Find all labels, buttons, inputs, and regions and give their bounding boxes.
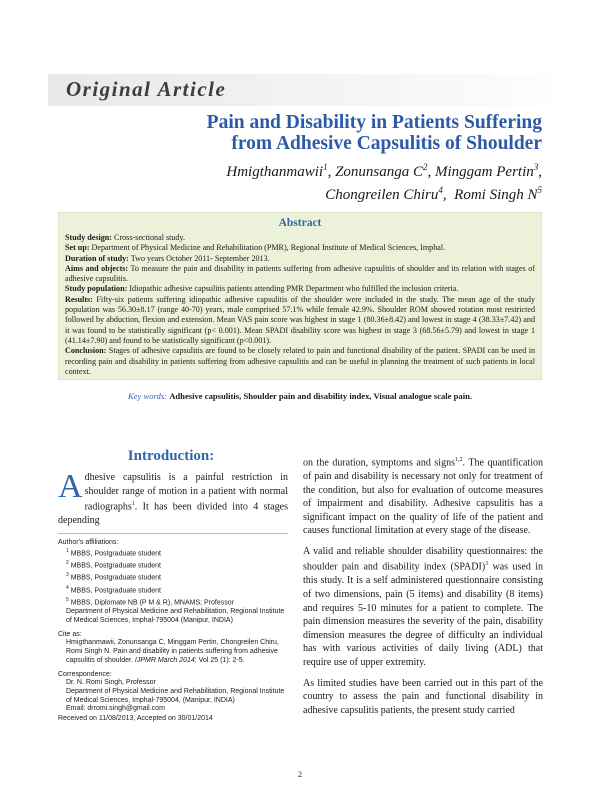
right-paragraph-2: A valid and reliable shoulder disability questionnaires: the shoulder pain and disability index (SPADI)$^3$ was used in this study. It is a self administered questionnaire consisting of two dimensions, pain (5 items) and disability (8 items) and requires 5-10 minutes for a patient to complete. The pain dimension measures the severity of the pain, disability dimension measures the degree of difficulty an individual has with various activities of daily living (ADL) that require use of upper extremity. — [303, 545, 543, 668]
abstract-results: Results: Fifty-six patients suffering idiopathic adhesive capsulitis of the shoulder were included in the study. The mean age of the study population was 56.30±8.17 (range 40-70) years, male comprised 57.1% while female 42.9%. Shoulder ROM showed rotation most restricted followed by abduction, flexion and extension. Mean VAS pain score was highest in stage 1 (80.36±8.42) and lowest in stage 4 (38.33±7.42) and it was found to be statistically significant (p< 0.001). Mean SPADI disability score was highest in stage 3 (68.56±5.79) and lowest in stage 1 (41.14±7.90) and found to be statistically significant (p<0.001). — [65, 294, 535, 345]
cite-heading: Cite as: — [58, 630, 82, 638]
abstract-body — [65, 233, 535, 377]
article-type-banner — [48, 74, 552, 106]
citation-text: Hmigthanmawii, Zonunsanga C, Minggam Pertin, Chongreilen Chiru, Romi Singh N. Pain and disability in patients suffering from adhesive capsulitis of shoulder. IJPMR March 2014; Vol 25 (1): 2-5. — [66, 638, 279, 664]
author-2: Zonunsanga C — [335, 164, 423, 180]
abstract-setup: Set up: Department of Physical Medicine and Rehabilitation (PMR), Regional Institute of Medical Sciences, Imphal. — [65, 243, 446, 253]
correspondence-address: Department of Physical Medicine and Rehabilitation, Regional Institute of Medical Sciences, Imphal-795004, (Manipur, INDIA) — [66, 687, 285, 704]
article-type-label: Original Article — [66, 77, 227, 101]
drop-cap: A — [58, 468, 83, 505]
correspondence-email[interactable]: Email: drromi.singh@gmail.com — [66, 705, 165, 713]
right-paragraph-3: As limited studies have been carried out in this part of the country to assess the pain and functional disability in adhesive capsulitis patients, the present study carried — [303, 677, 543, 716]
affiliation-department: Department of Physical Medicine and Rehabilitation, Regional Institute of Medical Sciences, Imphal-795004 (Manipur, INDIA) — [66, 608, 285, 625]
right-column — [303, 454, 543, 724]
author-4: Chongreilen Chiru — [325, 187, 439, 203]
affiliation-5: $^5$ MBBS, Diplomate NB (P M & R), MNAMS; Professor — [66, 596, 234, 607]
abstract-conclusion: Conclusion: Stages of adhesive capsulitis are found to be closely related to pain and functional disability of the patient. SPADI can be used in recording pain and disability in patients suffering from adhesive capsulitis and can be useful in planning the treatment of such patients in local context. — [65, 346, 535, 376]
left-column — [58, 468, 288, 528]
author-3: Minggam Pertin — [435, 164, 534, 180]
abstract-aims: Aims and objects: To measure the pain and disability in patients suffering from adhesive capsulitis of shoulder and its relation with stages of adhesive capsulitis. — [65, 263, 535, 284]
affiliations-box — [58, 533, 288, 782]
keywords-text: Adhesive capsulitis, Shoulder pain and disability index, Visual analogue scale pain. — [169, 391, 473, 401]
affiliations-heading: Author's affiliations: — [58, 539, 119, 546]
author-2-sup: 2 — [423, 162, 428, 172]
title-line-1: Pain and Disability in Patients Suffering — [206, 112, 542, 133]
affiliation-2: $^2$ MBBS, Postgraduate student — [66, 560, 162, 570]
abstract-population: Study population: Idiopathic adhesive capsulitis patients attending PMR Department who fulfilled the inclusion criteria. — [65, 284, 459, 294]
affiliation-4: $^4$ MBBS, Postgraduate student — [66, 584, 162, 595]
author-1-sup: 1 — [323, 162, 328, 172]
author-4-sup: 4 — [438, 185, 443, 195]
abstract-heading: Abstract — [278, 217, 322, 229]
introduction-heading: Introduction: — [127, 448, 215, 464]
abstract-study-design: Study design: Cross-sectional study. — [65, 233, 186, 242]
correspondence-heading: Correspondence: — [58, 670, 112, 678]
keywords-line — [58, 391, 542, 401]
abstract-duration: Duration of study: Two years October 2011- September 2013. — [65, 253, 270, 263]
title-line-2: from Adhesive Capsulitis of Shoulder — [231, 133, 542, 154]
author-5: Romi Singh N — [454, 187, 538, 203]
author-1: Hmigthanmawii — [226, 164, 324, 180]
received-date: Received on 11/08/2013, Accepted on 30/01/2014 — [58, 715, 213, 723]
intro-paragraph: Adhesive capsulitis is a painful restriction in shoulder range of motion in a patient with normal radiographs$^1$. It has been divided into 4 stages depending — [58, 468, 288, 527]
page-number: 2 — [298, 770, 302, 779]
author-list: Hmigthanmawii$^1$, Zonunsanga $C^2$, Minggam Pertin$^3$, Chongreilen Chiru$^4$, Romi Singh $N^5$ — [226, 162, 542, 203]
affiliation-3: $^3$ MBBS, Postgraduate student — [66, 572, 162, 582]
article-title — [122, 112, 542, 154]
abstract-box — [58, 212, 542, 380]
right-paragraph-1: on the duration, symptoms and signs$^{1,2}$. The quantification of pain and disability is necessary not only for treatment of the condition, but also for evaluation of outcome measures of impairment and disability. Adhesive capsulitis has a significant impact on the quality of life of the patient and causes functional limitation at every stage of the disease. — [303, 457, 543, 537]
author-5-sup: 5 — [537, 185, 542, 195]
correspondence-name: Dr. N. Romi Singh, Professor — [66, 678, 156, 686]
affiliation-1: $^1$ MBBS, Postgraduate student — [66, 548, 162, 558]
keywords-label: Key words: — [127, 391, 168, 401]
author-3-sup: 3 — [533, 162, 539, 172]
